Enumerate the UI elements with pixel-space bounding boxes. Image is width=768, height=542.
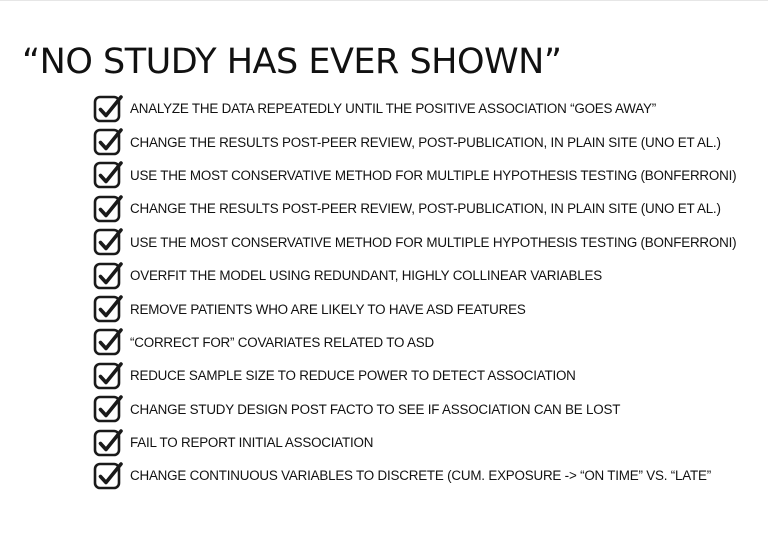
checkbox-checked-icon — [92, 126, 124, 158]
list-item — [92, 359, 736, 392]
checkbox-checked-icon — [92, 393, 124, 425]
list-item-text: CHANGE THE RESULTS POST-PEER REVIEW, POST-PUBLICATION, IN PLAIN SITE (UNO ET AL.) — [130, 201, 721, 217]
list-item — [92, 125, 736, 158]
list-item-text: USE THE MOST CONSERVATIVE METHOD FOR MULTIPLE HYPOTHESIS TESTING (BONFERRONI) — [130, 167, 737, 183]
list-item — [92, 226, 736, 259]
list-item-text: REMOVE PATIENTS WHO ARE LIKELY TO HAVE ASD FEATURES — [130, 301, 526, 317]
checkbox-checked-icon — [92, 159, 124, 191]
checkbox-checked-icon — [92, 427, 124, 459]
list-item-text: CHANGE CONTINUOUS VARIABLES TO DISCRETE (CUM. EXPOSURE -> “ON TIME” VS. “LATE” — [130, 468, 711, 484]
top-border-line — [0, 0, 768, 1]
list-item — [92, 92, 736, 125]
slide-title: “NO STUDY HAS EVER SHOWN” — [22, 42, 562, 82]
list-item-text: USE THE MOST CONSERVATIVE METHOD FOR MULTIPLE HYPOTHESIS TESTING (BONFERRONI) — [130, 234, 737, 250]
list-item — [92, 393, 736, 426]
list-item — [92, 259, 736, 292]
checklist — [92, 92, 736, 493]
checkbox-checked-icon — [92, 260, 124, 292]
list-item — [92, 426, 736, 459]
list-item-text: FAIL TO REPORT INITIAL ASSOCIATION — [130, 435, 374, 451]
checkbox-checked-icon — [92, 93, 124, 125]
list-item-text: CHANGE THE RESULTS POST-PEER REVIEW, POST-PUBLICATION, IN PLAIN SITE (UNO ET AL.) — [130, 134, 721, 150]
list-item — [92, 192, 736, 225]
checkbox-checked-icon — [92, 326, 124, 358]
checkbox-checked-icon — [92, 193, 124, 225]
list-item — [92, 159, 736, 192]
list-item-text: “CORRECT FOR” COVARIATES RELATED TO ASD — [130, 334, 434, 350]
list-item — [92, 326, 736, 359]
checkbox-checked-icon — [92, 226, 124, 258]
checkbox-checked-icon — [92, 460, 124, 492]
checkbox-checked-icon — [92, 360, 124, 392]
list-item — [92, 292, 736, 325]
list-item-text: CHANGE STUDY DESIGN POST FACTO TO SEE IF ASSOCIATION CAN BE LOST — [130, 401, 621, 417]
list-item-text: REDUCE SAMPLE SIZE TO REDUCE POWER TO DETECT ASSOCIATION — [130, 368, 576, 384]
checkbox-checked-icon — [92, 293, 124, 325]
list-item — [92, 459, 736, 492]
list-item-text: ANALYZE THE DATA REPEATEDLY UNTIL THE POSITIVE ASSOCIATION “GOES AWAY” — [130, 101, 656, 117]
list-item-text: OVERFIT THE MODEL USING REDUNDANT, HIGHLY COLLINEAR VARIABLES — [130, 268, 602, 284]
